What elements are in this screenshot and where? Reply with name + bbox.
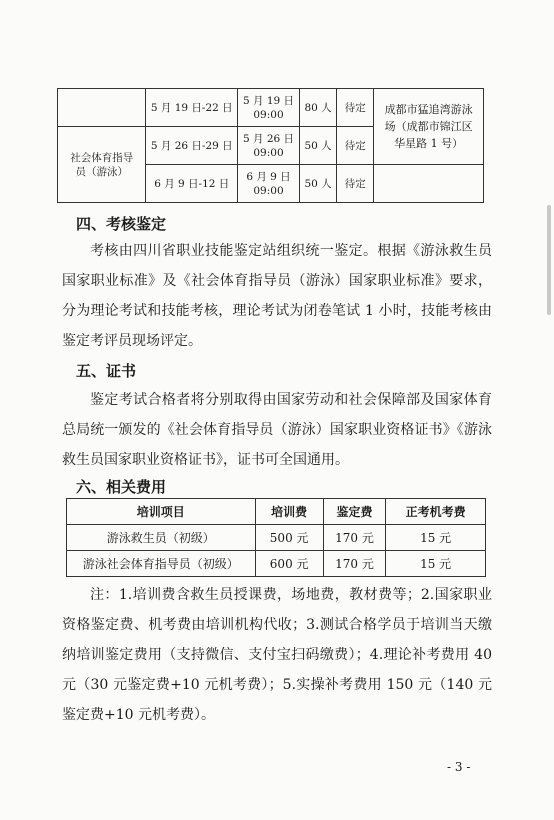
project-cell: 社会体育指导 员（游泳） xyxy=(58,127,146,203)
table-cell: 5 月 19 日 09:00 xyxy=(238,89,300,127)
table-cell: 50 人 xyxy=(299,127,336,165)
table-cell: 80 人 xyxy=(299,89,336,127)
table-cell: 6 月 9 日-12 日 xyxy=(146,165,238,203)
venue-cell: 成都市猛追湾游泳 场（成都市锦江区 华星路 1 号） xyxy=(374,89,484,165)
table-cell: 待定 xyxy=(337,165,374,203)
section-5-title: 五、证书 xyxy=(76,362,137,380)
table-cell xyxy=(58,89,146,127)
table-cell: 5 月 26 日-29 日 xyxy=(146,127,238,165)
section-4-body: 考核由四川省职业技能鉴定站组织统一鉴定。根据《游泳救生员国家职业标准》及《社会体育指导员（游泳）国家职业标准》要求，分为理论考试和技能考核，理论考试为闭卷笔试 1 小时，技能考核由鉴定考评员现场评定。 xyxy=(62,243,492,349)
table-cell: 15 元 xyxy=(386,551,486,577)
table-cell: 游泳社会体育指导员（初级） xyxy=(67,551,256,577)
table-cell: 待定 xyxy=(337,89,374,127)
section-4-title: 四、考核鉴定 xyxy=(76,215,167,233)
schedule-table xyxy=(57,88,484,203)
scrollbar-thumb[interactable] xyxy=(547,205,551,315)
table-cell: 50 人 xyxy=(299,165,336,203)
table-cell: 600 元 xyxy=(255,551,323,577)
table-row xyxy=(58,89,484,127)
table-cell: 5 月 19 日-22 日 xyxy=(146,89,238,127)
table-cell: 游泳救生员（初级） xyxy=(67,525,256,551)
table-cell xyxy=(374,165,484,203)
fee-table xyxy=(66,498,486,577)
table-cell: 5 月 26 日 09:00 xyxy=(238,127,300,165)
page-number: - 3 - xyxy=(447,760,471,774)
table-header-row xyxy=(67,499,486,525)
column-header: 正考机考费 xyxy=(386,499,486,525)
table-row xyxy=(67,551,486,577)
table-cell: 6 月 9 日 09:00 xyxy=(238,165,300,203)
fee-note: 注：1.培训费含救生员授课费，场地费，教材费等；2.国家职业资格鉴定费、机考费由培训机构代收；3.测试合格学员于培训当天缴纳培训鉴定费用（支持微信、支付宝扫码缴费）；4.理论补考费用 40 元（30 元鉴定费+10 元机考费）；5.实操补考费用 150 元（140 元鉴定费+10 元机考费）。 xyxy=(62,587,492,723)
table-row xyxy=(67,525,486,551)
table-cell: 170 元 xyxy=(323,551,385,577)
table-cell: 待定 xyxy=(337,127,374,165)
section-6-title: 六、相关费用 xyxy=(76,478,167,496)
column-header: 培训费 xyxy=(255,499,323,525)
column-header: 鉴定费 xyxy=(323,499,385,525)
table-cell: 170 元 xyxy=(323,525,385,551)
section-5-body: 鉴定考试合格者将分别取得由国家劳动和社会保障部及国家体育总局统一颁发的《社会体育指导员（游泳）国家职业资格证书》《游泳救生员国家职业资格证书》，证书可全国通用。 xyxy=(62,392,492,468)
table-cell: 500 元 xyxy=(255,525,323,551)
table-cell: 15 元 xyxy=(386,525,486,551)
column-header: 培训项目 xyxy=(67,499,256,525)
